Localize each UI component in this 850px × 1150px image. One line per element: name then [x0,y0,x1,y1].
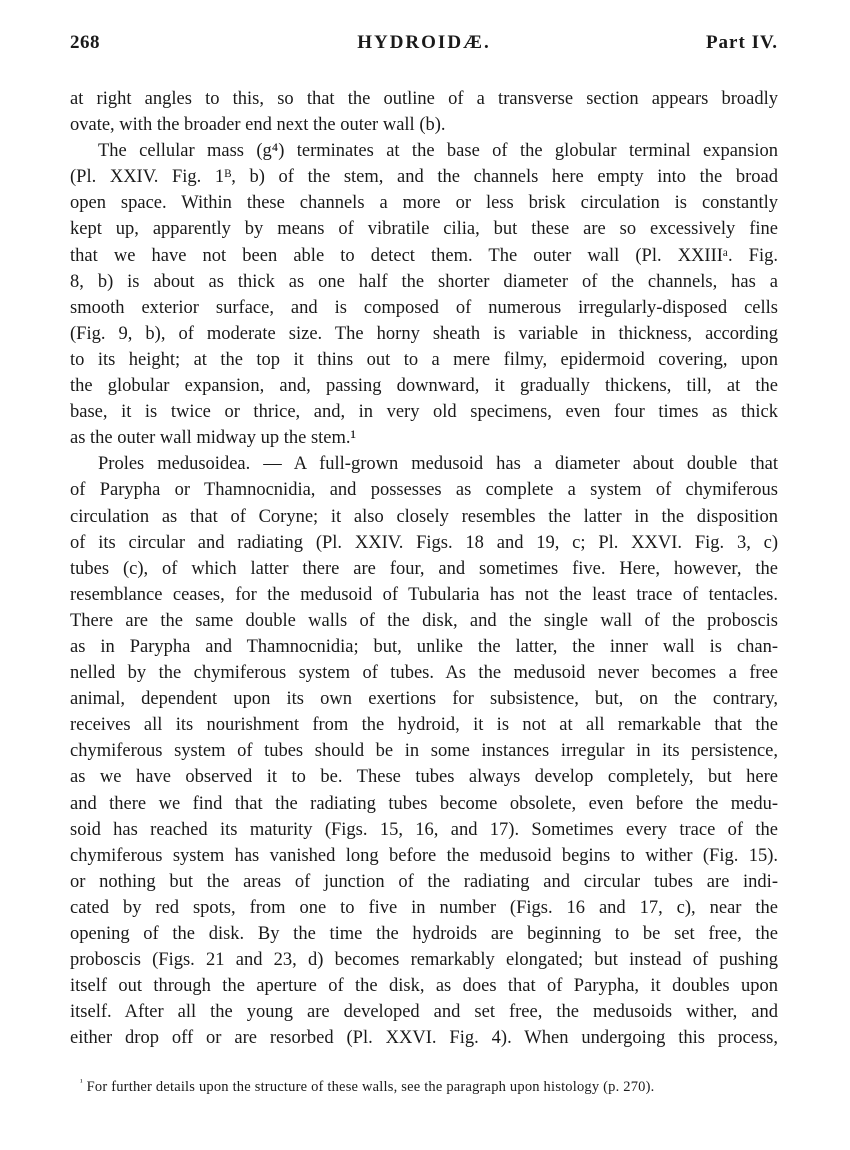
body-text [70,86,778,1051]
text-line: Proles medusoidea. — A full-grown medusoid has a diameter about double that [98,454,778,475]
text-line: itself. After all the young are developed and set free, the medusoids wither, and [70,1002,778,1023]
page-number: 268 [70,32,100,53]
text-line: animal, dependent upon its own exertions for subsistence, but, on the contrary, [70,689,778,710]
text-line: kept up, apparently by means of vibratile cilia, but these are so excessively fine [70,219,778,240]
text-line: cated by red spots, from one to five in number (Figs. 16 and 17, c), near the [70,897,778,918]
footnote-text: For further details upon the structure of these walls, see the paragraph upon histology (p. 270). [82,1079,655,1096]
text-line: (Pl. XXIV. Fig. 1ᴮ, b) of the stem, and the channels here empty into the broad [70,167,778,188]
running-head [70,32,778,58]
text-line: at right angles to this, so that the outline of a transverse section appears broadly [70,89,778,109]
text-line: as in Parypha and Thamnocnidia; but, unlike the latter, the inner wall is chan- [70,636,778,657]
text-line: (Fig. 9, b), of moderate size. The horny sheath is variable in thickness, according [70,323,778,344]
text-line: resemblance ceases, for the medusoid of Tubularia has not the least trace of tentacles. [70,584,778,605]
part-label: Part IV. [705,32,778,53]
text-line: itself out through the aperture of the disk, as does that of Parypha, it doubles upon [70,976,778,997]
text-line: tubes (c), of which latter there are four, and sometimes five. Here, however, the [70,558,778,579]
page [70,32,778,1097]
text-line: ovate, with the broader end next the outer wall (b). [70,115,446,136]
text-line: base, it is twice or thrice, and, in very old specimens, even four times as thick [70,402,778,423]
text-line: nelled by the chymiferous system of tubes. As the medusoid never becomes a free [70,663,778,684]
text-line: the globular expansion, and, passing downward, it gradually thickens, till, at the [70,376,778,397]
text-line: or nothing but the areas of junction of the radiating and circular tubes are indi- [70,871,778,892]
text-line: There are the same double walls of the disk, and the single wall of the proboscis [70,610,778,631]
text-line: that we have not been able to detect them. The outer wall (Pl. XXIIIᵃ. Fig. [70,245,778,266]
text-line: The cellular mass (g⁴) terminates at the base of the globular terminal expansion [98,141,778,162]
footnote [70,1077,778,1097]
text-line: receives all its nourishment from the hydroid, it is not at all remarkable that the [70,715,778,736]
text-line: as the outer wall midway up the stem.¹ [70,428,357,449]
text-line: opening of the disk. By the time the hydroids are beginning to be set free, the [70,924,778,944]
text-line: 8, b) is about as thick as one half the shorter diameter of the channels, has a [70,271,778,292]
text-line: chymiferous system of tubes should be in some instances irregular in its persistence, [70,741,778,762]
footnote-marker: ¹ [80,1077,83,1088]
text-line: as we have observed it to be. These tubes always develop completely, but here [70,767,778,788]
text-line: chymiferous system has vanished long before the medusoid begins to wither (Fig. 15). [70,845,778,866]
text-line: open space. Within these channels a more or less brisk circulation is constantly [70,193,778,214]
text-line: circulation as that of Coryne; it also closely resembles the latter in the disposition [70,506,778,527]
text-line: proboscis (Figs. 21 and 23, d) becomes remarkably elongated; but instead of pushing [70,950,778,971]
text-line: smooth exterior surface, and is composed of numerous irregularly-disposed cells [70,297,778,318]
text-line: and there we find that the radiating tubes become obsolete, even before the medu- [70,793,778,814]
text-line: soid has reached its maturity (Figs. 15, 16, and 17). Sometimes every trace of the [70,819,778,840]
text-line: of Parypha or Thamnocnidia, and possesses as complete a system of chymiferous [70,480,778,501]
text-line: to its height; at the top it thins out to a mere filmy, epidermoid covering, upon [70,349,778,370]
text-line: either drop off or are resorbed (Pl. XXVI. Fig. 4). When undergoing this process, [70,1028,778,1049]
running-title: HYDROIDÆ. [357,32,491,53]
text-line: of its circular and radiating (Pl. XXIV. Figs. 18 and 19, c; Pl. XXVI. Fig. 3, c) [70,532,778,553]
